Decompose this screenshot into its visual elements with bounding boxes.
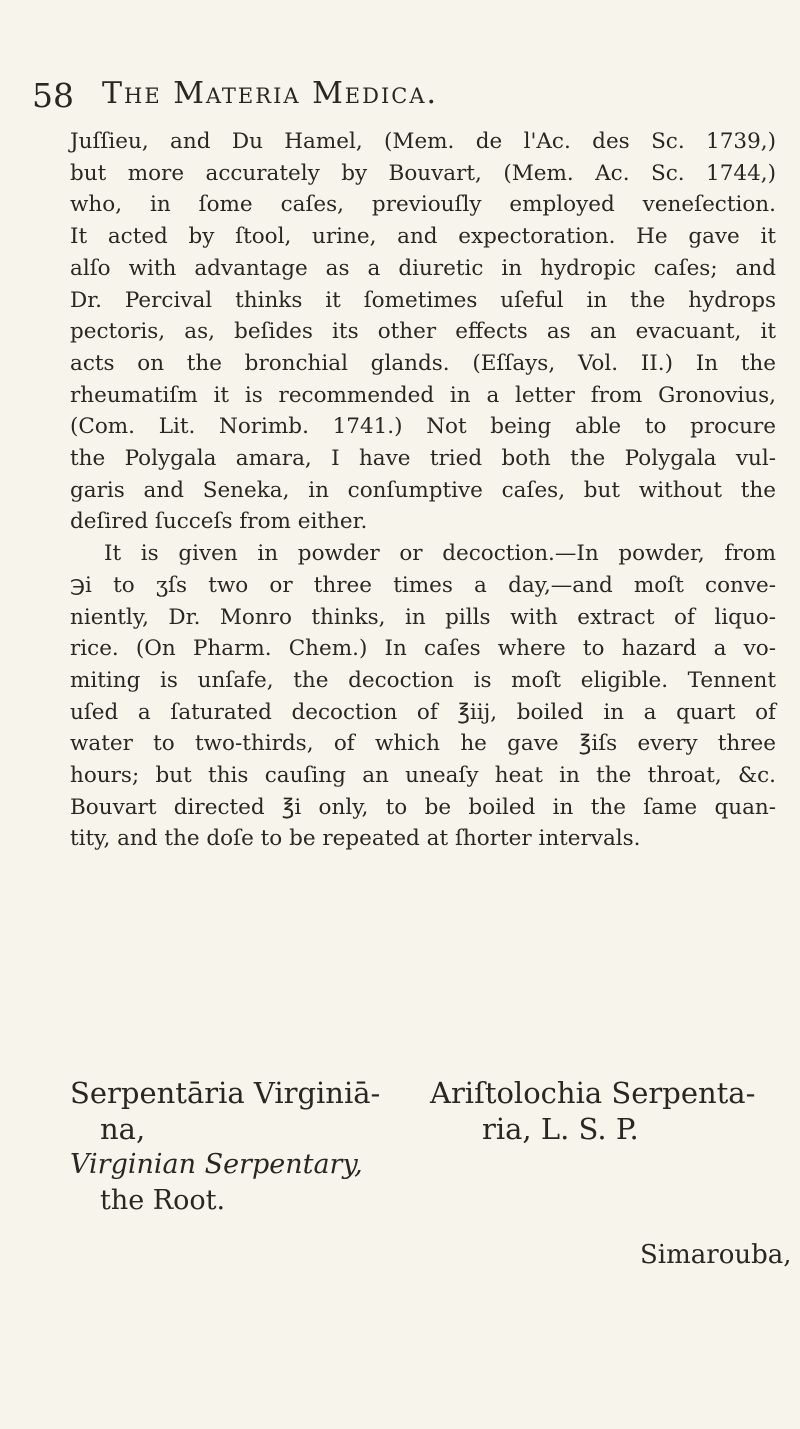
body-text — [70, 126, 776, 855]
entry-title-line: Serpentāria Virginiā- — [70, 1076, 381, 1110]
page-number: 58 — [32, 76, 74, 115]
text-line: Dr. Percival thinks it ſometimes uſeful in the hydrops — [70, 287, 776, 313]
entry-title-line: na, — [100, 1112, 146, 1146]
entry-english-name: Virginian Serpentary, — [70, 1149, 363, 1180]
entry-heading-common-name — [70, 1075, 410, 1219]
text-line: garis and Seneka, in conſumptive caſes, but without the — [70, 477, 776, 503]
text-line: Bouvart directed ℥i only, to be boiled in the ſame quan- — [70, 794, 776, 820]
text-line: ℈i to ʒſs two or three times a day,—and moſt conve- — [70, 572, 776, 598]
text-line: It is given in powder or decoction.—In powder, from — [104, 541, 776, 567]
text-line: the Polygala amara, I have tried both the Polygala vul- — [70, 446, 776, 472]
text-line: niently, Dr. Monro thinks, in pills with extract of liquo- — [70, 604, 776, 630]
text-line: (Com. Lit. Norimb. 1741.) Not being able to procure — [70, 414, 776, 440]
text-line: pectoris, as, beſides its other effects as an evacuant, it — [70, 319, 776, 345]
text-line: It acted by ſtool, urine, and expectoration. He gave it — [70, 224, 776, 250]
text-line: water to two-thirds, of which he gave ℥iſs every three — [70, 731, 776, 757]
text-line: but more accurately by Bouvart, (Mem. Ac. Sc. 1744,) — [70, 160, 776, 186]
text-line: deſired ſucceſs from either. — [70, 509, 368, 535]
text-line: Juſſieu, and Du Hamel, (Mem. de l'Ac. des Sc. 1739,) — [70, 129, 776, 154]
text-line: rice. (On Pharm. Chem.) In caſes where to hazard a vo- — [70, 636, 776, 662]
running-head: The Materia Medica. — [102, 76, 439, 111]
botanical-name-line: Ariſtolochia Serpenta- — [430, 1076, 756, 1110]
text-line: alſo with advantage as a diuretic in hydropic caſes; and — [70, 255, 776, 281]
entry-part-used: the Root. — [100, 1185, 226, 1216]
text-line: who, in ſome caſes, previouſly employed veneſection. — [70, 192, 776, 218]
text-line: tity, and the doſe to be repeated at ſhorter intervals. — [70, 826, 641, 852]
text-line: uſed a ſaturated decoction of ℥iij, boiled in a quart of — [70, 699, 776, 725]
text-line: hours; but this cauſing an uneaſy heat in the throat, &c. — [70, 763, 776, 789]
text-line: acts on the bronchial glands. (Eſſays, Vol. II.) In the — [70, 350, 776, 376]
entry-heading-botanical-name — [430, 1075, 780, 1147]
page-header — [32, 72, 772, 122]
text-line: miting is unſafe, the decoction is moſt eligible. Tennent — [70, 667, 776, 693]
catchword: Simarouba, — [640, 1240, 792, 1270]
text-line: rheumatiſm it is recommended in a letter from Gronovius, — [70, 382, 776, 408]
botanical-name-line: ria, L. S. P. — [482, 1112, 639, 1146]
